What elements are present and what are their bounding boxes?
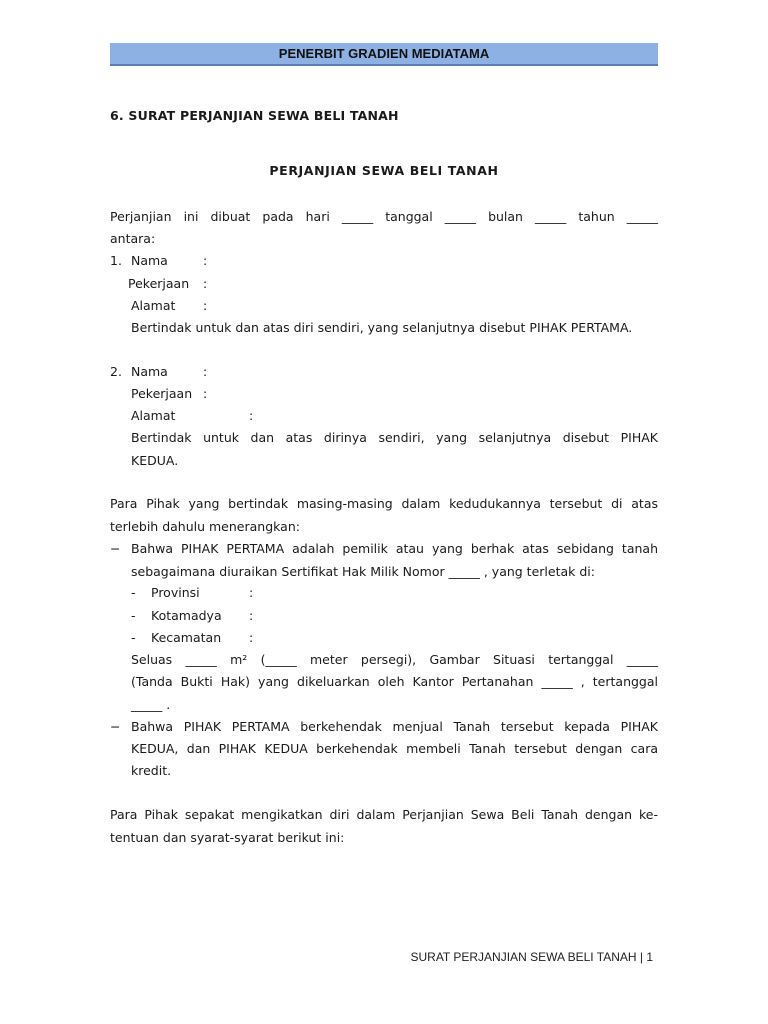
- party1-nama-label: Nama: [131, 253, 168, 268]
- kotamadya-dash: -: [131, 608, 136, 623]
- recital1-line-1: Bahwa PIHAK PERTAMA adalah pemilik atau yang berhak atas sebidang tanah: [131, 541, 658, 556]
- recital2-line-2: KEDUA, dan PIHAK KEDUA berkehendak membeli Tanah tersebut dengan cara: [131, 741, 658, 756]
- provinsi-label: Provinsi: [151, 585, 200, 600]
- party2-nama-colon: :: [203, 364, 208, 379]
- party1-pekerjaan-label: Pekerjaan: [128, 276, 190, 291]
- document-title: PERJANJIAN SEWA BELI TANAH: [269, 163, 499, 178]
- party1-number: 1.: [110, 253, 122, 268]
- recital1-dash: −: [110, 541, 121, 556]
- luas-line-2: (Tanda Bukti Hak) yang dikeluarkan oleh Kantor Pertanahan _____ , tertanggal: [131, 674, 658, 689]
- party2-statement-line-2: KEDUA.: [131, 453, 179, 468]
- party1-alamat-label: Alamat: [131, 298, 176, 313]
- provinsi-dash: -: [131, 585, 136, 600]
- kotamadya-colon: :: [249, 608, 254, 623]
- kecamatan-dash: -: [131, 630, 136, 645]
- party1-statement: Bertindak untuk dan atas diri sendiri, yang selanjutnya disebut PIHAK PERTAMA.: [131, 320, 633, 335]
- party2-statement-line-1: Bertindak untuk dan atas dirinya sendiri, yang selanjutnya disebut PIHAK: [131, 430, 658, 445]
- publisher-header: PENERBIT GRADIEN MEDIATAMA: [110, 43, 658, 66]
- preamble-line-2: terlebih dahulu menerangkan:: [110, 519, 300, 534]
- party2-pekerjaan-colon: :: [203, 386, 208, 401]
- recital2-line-1: Bahwa PIHAK PERTAMA berkehendak menjual Tanah tersebut kepada PIHAK: [131, 719, 658, 734]
- party1-nama-colon: :: [203, 253, 208, 268]
- kotamadya-label: Kotamadya: [151, 608, 222, 623]
- party1-pekerjaan-colon: :: [203, 276, 208, 291]
- luas-line-1: Seluas _____ m² (_____ meter persegi), Gambar Situasi tertanggal _____: [131, 652, 658, 667]
- party2-alamat-colon: :: [249, 408, 254, 423]
- provinsi-colon: :: [249, 585, 254, 600]
- luas-line-3: _____ .: [131, 697, 171, 712]
- section-title: 6. SURAT PERJANJIAN SEWA BELI TANAH: [110, 108, 399, 123]
- recital2-dash: −: [110, 719, 121, 734]
- recital2-line-3: kredit.: [131, 763, 172, 778]
- party2-alamat-label: Alamat: [131, 408, 176, 423]
- party2-nama-label: Nama: [131, 364, 168, 379]
- intro-line-1: Perjanjian ini dibuat pada hari _____ tanggal _____ bulan _____ tahun _____: [110, 209, 658, 224]
- recital1-line-2: sebagaimana diuraikan Sertifikat Hak Milik Nomor _____ , yang terletak di:: [131, 564, 595, 579]
- closing-line-1: Para Pihak sepakat mengikatkan diri dalam Perjanjian Sewa Beli Tanah dengan ke-: [110, 807, 658, 822]
- kecamatan-colon: :: [249, 630, 254, 645]
- party2-pekerjaan-label: Pekerjaan: [131, 386, 193, 401]
- preamble-line-1: Para Pihak yang bertindak masing-masing dalam kedudukannya tersebut di atas: [110, 496, 658, 511]
- party2-number: 2.: [110, 364, 122, 379]
- intro-line-2: antara:: [110, 231, 156, 246]
- kecamatan-label: Kecamatan: [151, 630, 222, 645]
- closing-line-2: tentuan dan syarat-syarat berikut ini:: [110, 830, 345, 845]
- page-footer: SURAT PERJANJIAN SEWA BELI TANAH | 1: [410, 950, 653, 964]
- party1-alamat-colon: :: [203, 298, 208, 313]
